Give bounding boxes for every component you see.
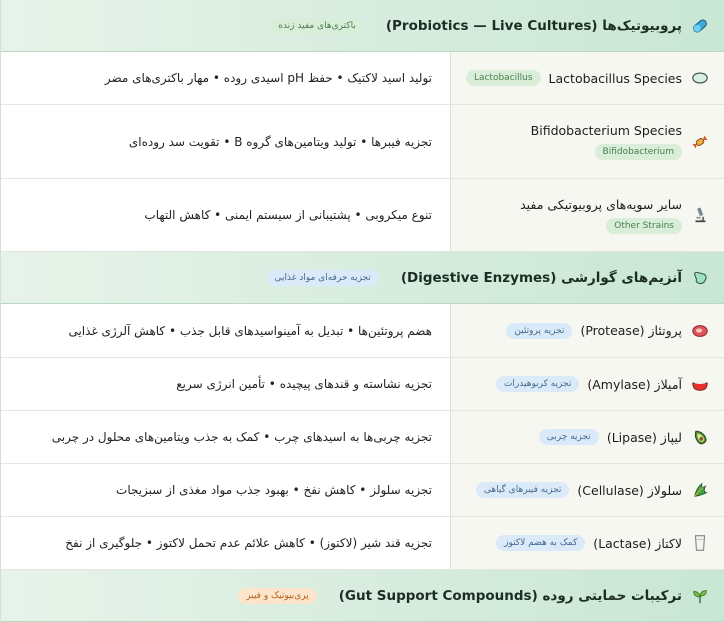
- seedling-icon: [690, 586, 710, 606]
- bacteria-oval-icon: [690, 68, 710, 88]
- section-header-enzymes[interactable]: [1, 252, 724, 304]
- row-description: تجزیه نشاسته و قندهای پیچیده • تأمین انرژی سریع: [176, 377, 432, 391]
- row-badge: تجزیه کربوهیدرات: [496, 376, 579, 392]
- section-header-probiotics[interactable]: [1, 0, 724, 52]
- row-badge: تجزیه پروتئین: [506, 323, 572, 339]
- row-name-stack: [531, 123, 682, 160]
- stomach-icon: [690, 268, 710, 288]
- row-badge: Bifidobacterium: [595, 144, 682, 160]
- table-row: [1, 358, 724, 411]
- row-name: Bifidobacterium Species: [530, 123, 682, 138]
- table-row: [1, 304, 724, 358]
- meat-icon: [690, 321, 710, 341]
- row-description: تنوع میکروبی • پشتیبانی از سیستم ایمنی • کاهش التهاب: [144, 208, 432, 222]
- row-badge: تجزیه فیبرهای گیاهی: [476, 482, 570, 498]
- table-row: [1, 464, 724, 517]
- row-name-cell: [450, 411, 724, 463]
- row-badge: تجزیه چربی: [539, 429, 599, 445]
- section-title: آنزیم‌های گوارشی (Digestive Enzymes): [400, 269, 682, 286]
- row-name-cell: [450, 464, 724, 516]
- row-name-cell: [450, 358, 724, 410]
- row-name-cell: [450, 304, 724, 357]
- row-badge: Other Strains: [606, 218, 682, 234]
- section-badge: باکتری‌های مفید زنده: [270, 18, 364, 34]
- row-name: لیپاز (Lipase): [606, 429, 682, 445]
- section-header-gut-support[interactable]: [1, 570, 724, 622]
- row-name: پروتئاز (Protease): [580, 323, 682, 338]
- table-row: [1, 517, 724, 570]
- section-title: ترکیبات حمایتی روده (Gut Support Compounds): [338, 587, 682, 604]
- table-row: [1, 179, 724, 252]
- row-name: لاکتاز (Lactase): [593, 535, 682, 551]
- table-row: [1, 411, 724, 464]
- milk-glass-icon: [690, 533, 710, 553]
- pill-capsule-icon: [690, 16, 710, 36]
- row-name: سلولاز (Cellulase): [577, 482, 682, 498]
- row-name-stack: [520, 197, 682, 234]
- row-description: تجزیه فیبرها • تولید ویتامین‌های گروه B • تقویت سد روده‌ای: [128, 134, 432, 149]
- row-name-cell: [450, 179, 724, 251]
- row-name-cell: [450, 52, 724, 104]
- row-description: هضم پروتئین‌ها • تبدیل به آمینواسیدهای قابل جذب • کاهش آلرژی غذایی: [68, 323, 432, 338]
- leafy-greens-icon: [690, 480, 710, 500]
- row-description: تجزیه سلولز • کاهش نفخ • بهبود جذب مواد مغذی از سبزیجات: [116, 483, 432, 497]
- row-name: Lactobacillus Species: [548, 70, 682, 86]
- row-name: آمیلاز (Amylase): [587, 376, 682, 392]
- bowl-icon: [690, 374, 710, 394]
- microscope-icon: [690, 205, 710, 225]
- row-description: تجزیه قند شیر (لاکتوز) • کاهش علائم عدم تحمل لاکتوز • جلوگیری از نفخ: [65, 536, 432, 550]
- section-title: پروبیوتیک‌ها (Probiotics — Live Cultures): [385, 17, 682, 34]
- table-row: [1, 52, 724, 105]
- row-name: سایر سویه‌های پروبیوتیکی مفید: [520, 196, 682, 212]
- candy-icon: [690, 132, 710, 152]
- section-badge: تجزیه حرفه‌ای مواد غذایی: [267, 270, 379, 286]
- row-name-cell: [450, 105, 724, 178]
- table-row: [1, 105, 724, 179]
- section-badge: پری‌بیوتیک و فیبر: [238, 588, 316, 604]
- row-name-cell: [450, 517, 724, 569]
- row-description: تجزیه چربی‌ها به اسیدهای چرب • کمک به جذب ویتامین‌های محلول در چربی: [51, 430, 432, 444]
- row-badge: کمک به هضم لاکتوز: [496, 535, 585, 551]
- row-badge: Lactobacillus: [466, 70, 541, 86]
- row-description: تولید اسید لاکتیک • حفظ pH اسیدی روده • مهار باکتری‌های مضر: [104, 71, 432, 85]
- avocado-icon: [690, 427, 710, 447]
